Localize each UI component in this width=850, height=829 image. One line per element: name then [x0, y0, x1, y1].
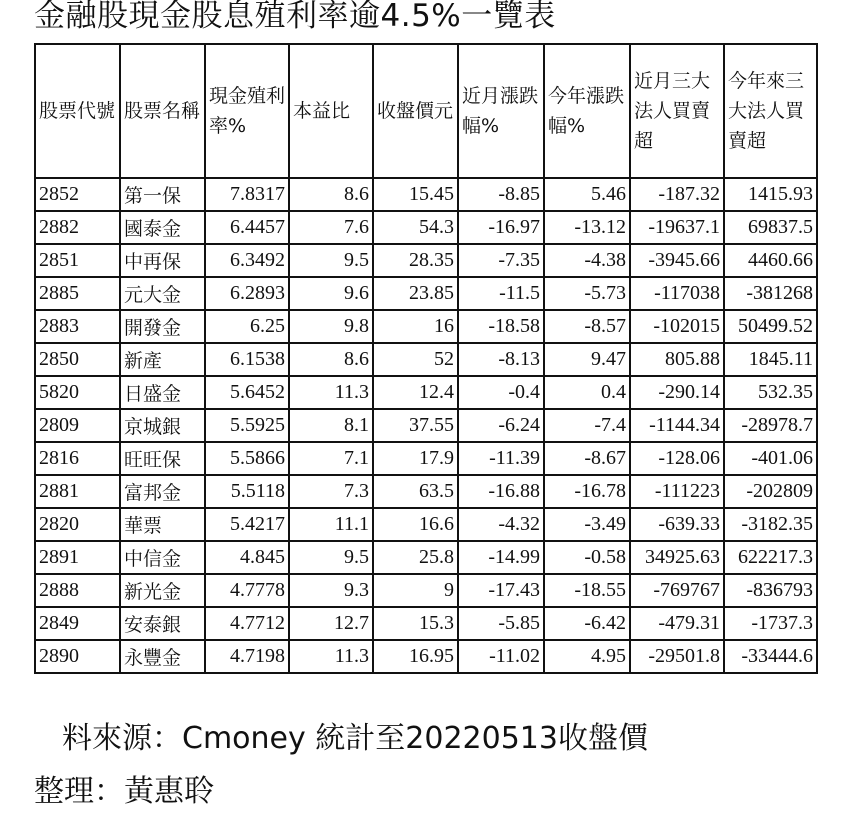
table-row — [35, 310, 817, 343]
cell-month-change: -18.58 — [458, 310, 544, 343]
table-row — [35, 277, 817, 310]
table-title: 金融股現金股息殖利率逾4.5%一覽表 — [34, 0, 556, 34]
cell-pe-ratio: 9.3 — [289, 574, 373, 607]
cell-ytd-institutional: -3182.35 — [724, 508, 817, 541]
cell-month-institutional: -769767 — [630, 574, 724, 607]
cell-stock-name: 新光金 — [120, 574, 205, 607]
cell-month-institutional: -639.33 — [630, 508, 724, 541]
cell-pe-ratio: 9.6 — [289, 277, 373, 310]
cell-month-change: -17.43 — [458, 574, 544, 607]
table-row — [35, 508, 817, 541]
header-month-institutional: 近月三大法人買賣超 — [630, 44, 724, 178]
cell-ytd-institutional: -28978.7 — [724, 409, 817, 442]
cell-cash-yield: 6.4457 — [205, 211, 289, 244]
cell-stock-code: 2885 — [35, 277, 120, 310]
cell-stock-name: 富邦金 — [120, 475, 205, 508]
table-row — [35, 640, 817, 673]
cell-close-price: 16.95 — [373, 640, 458, 673]
cell-stock-code: 2888 — [35, 574, 120, 607]
header-cash-yield: 現金殖利率% — [205, 44, 289, 178]
cell-close-price: 52 — [373, 343, 458, 376]
cell-ytd-change: -7.4 — [544, 409, 630, 442]
header-stock-code: 股票代號 — [35, 44, 120, 178]
table-row — [35, 211, 817, 244]
data-source-note: 料來源：Cmoney 統計至20220513收盤價 — [62, 721, 648, 756]
cell-stock-code: 2891 — [35, 541, 120, 574]
cell-stock-code: 2881 — [35, 475, 120, 508]
cell-stock-code: 2851 — [35, 244, 120, 277]
cell-ytd-change: 9.47 — [544, 343, 630, 376]
cell-ytd-institutional: -1737.3 — [724, 607, 817, 640]
cell-ytd-change: 0.4 — [544, 376, 630, 409]
table-row — [35, 376, 817, 409]
header-month-change: 近月漲跌幅% — [458, 44, 544, 178]
cell-month-institutional: -117038 — [630, 277, 724, 310]
cell-ytd-institutional: -836793 — [724, 574, 817, 607]
cell-stock-code: 5820 — [35, 376, 120, 409]
cell-pe-ratio: 9.8 — [289, 310, 373, 343]
header-close-price: 收盤價元 — [373, 44, 458, 178]
cell-ytd-change: -18.55 — [544, 574, 630, 607]
cell-pe-ratio: 11.3 — [289, 376, 373, 409]
cell-month-change: -5.85 — [458, 607, 544, 640]
cell-close-price: 37.55 — [373, 409, 458, 442]
table-row — [35, 409, 817, 442]
table-row — [35, 541, 817, 574]
cell-month-institutional: -1144.34 — [630, 409, 724, 442]
cell-pe-ratio: 7.6 — [289, 211, 373, 244]
cell-ytd-institutional: 4460.66 — [724, 244, 817, 277]
cell-stock-code: 2882 — [35, 211, 120, 244]
cell-stock-name: 新產 — [120, 343, 205, 376]
cell-month-institutional: -102015 — [630, 310, 724, 343]
cell-pe-ratio: 9.5 — [289, 244, 373, 277]
cell-month-change: -0.4 — [458, 376, 544, 409]
table-row — [35, 442, 817, 475]
cell-close-price: 9 — [373, 574, 458, 607]
cell-month-change: -11.5 — [458, 277, 544, 310]
cell-stock-name: 開發金 — [120, 310, 205, 343]
table-row — [35, 343, 817, 376]
cell-month-change: -16.97 — [458, 211, 544, 244]
cell-stock-name: 日盛金 — [120, 376, 205, 409]
cell-month-institutional: -128.06 — [630, 442, 724, 475]
table-row — [35, 178, 817, 211]
cell-ytd-change: -6.42 — [544, 607, 630, 640]
cell-pe-ratio: 7.3 — [289, 475, 373, 508]
cell-stock-name: 永豐金 — [120, 640, 205, 673]
cell-stock-name: 安泰銀 — [120, 607, 205, 640]
cell-month-change: -4.32 — [458, 508, 544, 541]
cell-ytd-institutional: 50499.52 — [724, 310, 817, 343]
cell-stock-code: 2883 — [35, 310, 120, 343]
cell-pe-ratio: 8.6 — [289, 178, 373, 211]
cell-ytd-change: -16.78 — [544, 475, 630, 508]
header-ytd-change: 今年漲跌幅% — [544, 44, 630, 178]
cell-ytd-change: -5.73 — [544, 277, 630, 310]
table-row — [35, 244, 817, 277]
cell-close-price: 15.3 — [373, 607, 458, 640]
cell-pe-ratio: 7.1 — [289, 442, 373, 475]
cell-stock-name: 華票 — [120, 508, 205, 541]
cell-stock-code: 2890 — [35, 640, 120, 673]
table-row — [35, 574, 817, 607]
cell-stock-code: 2852 — [35, 178, 120, 211]
cell-close-price: 15.45 — [373, 178, 458, 211]
cell-ytd-change: 5.46 — [544, 178, 630, 211]
cell-stock-name: 國泰金 — [120, 211, 205, 244]
cell-month-institutional: -3945.66 — [630, 244, 724, 277]
dividend-yield-table — [34, 43, 818, 674]
cell-month-institutional: -187.32 — [630, 178, 724, 211]
cell-cash-yield: 7.8317 — [205, 178, 289, 211]
cell-month-change: -11.39 — [458, 442, 544, 475]
cell-close-price: 16.6 — [373, 508, 458, 541]
cell-cash-yield: 5.5925 — [205, 409, 289, 442]
cell-pe-ratio: 11.3 — [289, 640, 373, 673]
cell-stock-name: 京城銀 — [120, 409, 205, 442]
cell-stock-name: 中信金 — [120, 541, 205, 574]
cell-month-change: -16.88 — [458, 475, 544, 508]
cell-cash-yield: 6.25 — [205, 310, 289, 343]
cell-close-price: 23.85 — [373, 277, 458, 310]
table-row — [35, 607, 817, 640]
cell-cash-yield: 4.7778 — [205, 574, 289, 607]
cell-ytd-institutional: 1415.93 — [724, 178, 817, 211]
cell-stock-name: 第一保 — [120, 178, 205, 211]
cell-month-institutional: 805.88 — [630, 343, 724, 376]
cell-pe-ratio: 12.7 — [289, 607, 373, 640]
cell-cash-yield: 6.2893 — [205, 277, 289, 310]
cell-pe-ratio: 8.1 — [289, 409, 373, 442]
cell-ytd-institutional: -202809 — [724, 475, 817, 508]
cell-ytd-change: -8.57 — [544, 310, 630, 343]
table-row — [35, 475, 817, 508]
cell-month-institutional: 34925.63 — [630, 541, 724, 574]
cell-month-change: -8.85 — [458, 178, 544, 211]
cell-ytd-institutional: 1845.11 — [724, 343, 817, 376]
cell-ytd-change: 4.95 — [544, 640, 630, 673]
cell-ytd-change: -8.67 — [544, 442, 630, 475]
cell-stock-code: 2850 — [35, 343, 120, 376]
cell-month-change: -8.13 — [458, 343, 544, 376]
cell-month-institutional: -479.31 — [630, 607, 724, 640]
cell-month-change: -11.02 — [458, 640, 544, 673]
cell-month-change: -14.99 — [458, 541, 544, 574]
cell-ytd-institutional: -401.06 — [724, 442, 817, 475]
cell-stock-name: 元大金 — [120, 277, 205, 310]
cell-stock-code: 2816 — [35, 442, 120, 475]
cell-cash-yield: 5.4217 — [205, 508, 289, 541]
cell-close-price: 25.8 — [373, 541, 458, 574]
cell-month-change: -7.35 — [458, 244, 544, 277]
header-ytd-institutional: 今年來三大法人買賣超 — [724, 44, 817, 178]
cell-month-institutional: -19637.1 — [630, 211, 724, 244]
header-row — [35, 44, 817, 178]
header-stock-name: 股票名稱 — [120, 44, 205, 178]
cell-ytd-institutional: -381268 — [724, 277, 817, 310]
cell-cash-yield: 5.6452 — [205, 376, 289, 409]
cell-ytd-institutional: 532.35 — [724, 376, 817, 409]
cell-month-change: -6.24 — [458, 409, 544, 442]
cell-ytd-change: -4.38 — [544, 244, 630, 277]
editor-credit: 整理：黃惠聆 — [34, 774, 214, 809]
table-body — [35, 178, 817, 673]
cell-month-institutional: -290.14 — [630, 376, 724, 409]
cell-ytd-institutional: 69837.5 — [724, 211, 817, 244]
cell-stock-code: 2809 — [35, 409, 120, 442]
cell-month-institutional: -29501.8 — [630, 640, 724, 673]
cell-close-price: 17.9 — [373, 442, 458, 475]
cell-stock-name: 旺旺保 — [120, 442, 205, 475]
cell-stock-code: 2849 — [35, 607, 120, 640]
cell-ytd-change: -0.58 — [544, 541, 630, 574]
cell-cash-yield: 6.3492 — [205, 244, 289, 277]
cell-close-price: 63.5 — [373, 475, 458, 508]
cell-pe-ratio: 8.6 — [289, 343, 373, 376]
cell-pe-ratio: 9.5 — [289, 541, 373, 574]
cell-ytd-change: -3.49 — [544, 508, 630, 541]
cell-close-price: 16 — [373, 310, 458, 343]
cell-ytd-institutional: 622217.3 — [724, 541, 817, 574]
cell-cash-yield: 4.845 — [205, 541, 289, 574]
cell-cash-yield: 4.7712 — [205, 607, 289, 640]
cell-ytd-change: -13.12 — [544, 211, 630, 244]
cell-stock-code: 2820 — [35, 508, 120, 541]
cell-month-institutional: -111223 — [630, 475, 724, 508]
cell-close-price: 28.35 — [373, 244, 458, 277]
cell-stock-name: 中再保 — [120, 244, 205, 277]
cell-pe-ratio: 11.1 — [289, 508, 373, 541]
cell-ytd-institutional: -33444.6 — [724, 640, 817, 673]
cell-cash-yield: 6.1538 — [205, 343, 289, 376]
header-pe-ratio: 本益比 — [289, 44, 373, 178]
cell-cash-yield: 5.5118 — [205, 475, 289, 508]
cell-cash-yield: 4.7198 — [205, 640, 289, 673]
cell-close-price: 12.4 — [373, 376, 458, 409]
cell-close-price: 54.3 — [373, 211, 458, 244]
cell-cash-yield: 5.5866 — [205, 442, 289, 475]
